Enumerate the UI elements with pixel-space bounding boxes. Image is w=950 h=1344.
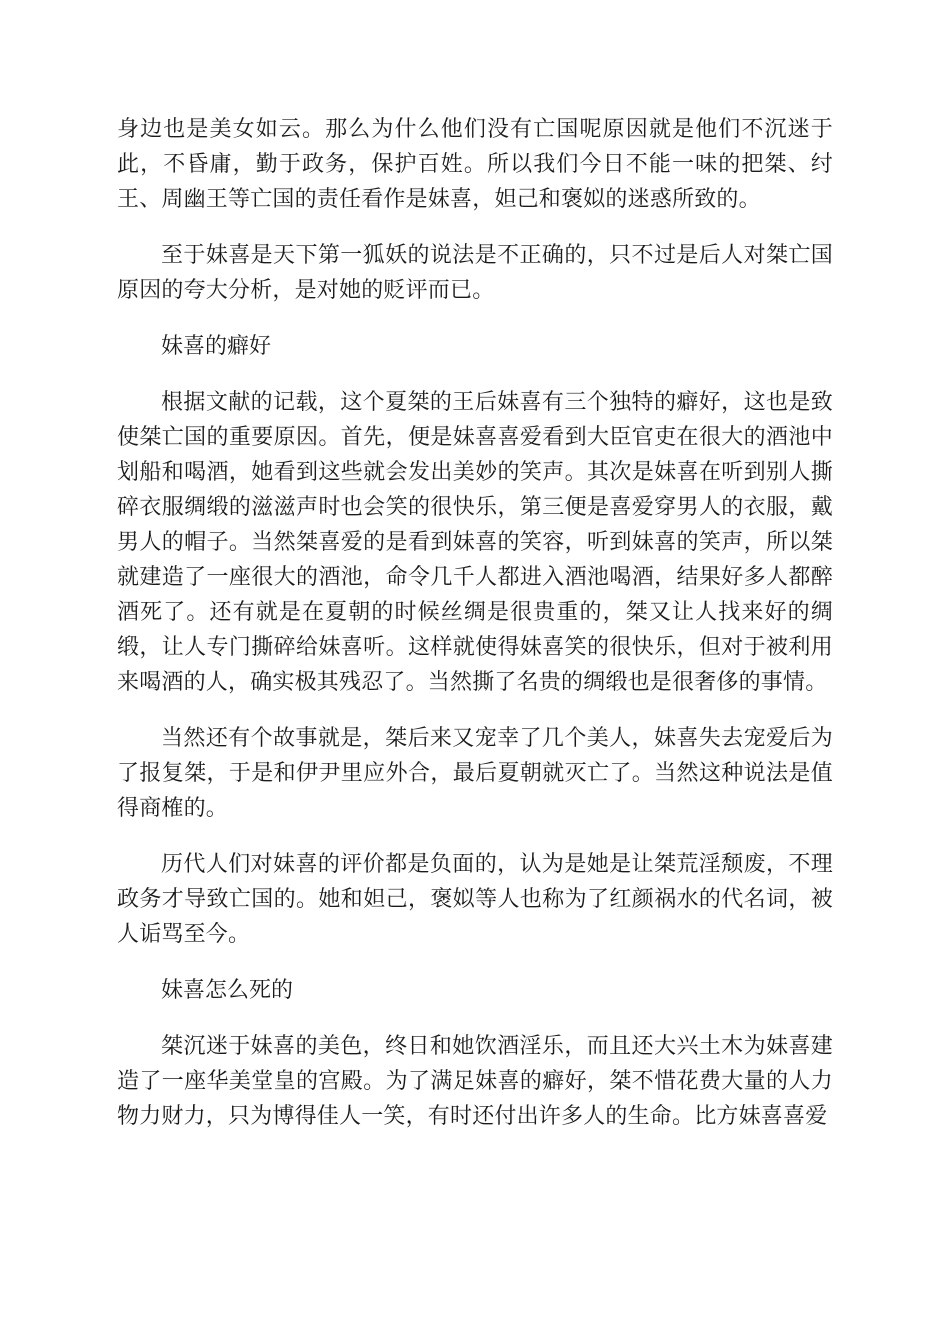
document-page — [117, 112, 833, 1155]
paragraph-2: 至于妹喜是天下第一狐妖的说法是不正确的，只不过是后人对桀亡国原因的夸大分析，是对她的贬评而已。 — [117, 243, 833, 303]
section-heading-death: 妹喜怎么死的 — [161, 978, 294, 1003]
paragraph-6: 桀沉迷于妹喜的美色，终日和她饮酒淫乐，而且还大兴土木为妹喜建造了一座华美堂皇的宫殿。为了满足妹喜的癖好，桀不惜花费大量的人力物力财力，只为博得佳人一笑，有时还付出许多人的生命。比方妹喜喜爱 — [117, 1034, 833, 1129]
paragraph-5: 历代人们对妹喜的评价都是负面的，认为是她是让桀荒淫颓废，不理政务才导致亡国的。她和妲己，褒姒等人也称为了红颜祸水的代名词，被人诟骂至今。 — [117, 852, 833, 947]
paragraph-3: 根据文献的记载，这个夏桀的王后妹喜有三个独特的癖好，这也是致使桀亡国的重要原因。首先，便是妹喜喜爱看到大臣官吏在很大的酒池中划船和喝酒，她看到这些就会发出美妙的笑声。其次是妹喜在听到别人撕碎衣服绸缎的滋滋声时也会笑的很快乐，第三便是喜爱穿男人的衣服，戴男人的帽子。当然桀喜爱的是看到妹喜的笑容，听到妹喜的笑声，所以桀就建造了一座很大的酒池，命令几千人都进入酒池喝酒，结果好多人都醉酒死了。还有就是在夏朝的时候丝绸是很贵重的，桀又让人找来好的绸缎，让人专门撕碎给妹喜听。这样就使得妹喜笑的很快乐，但对于被利用来喝酒的人，确实极其残忍了。当然撕了名贵的绸缎也是很奢侈的事情。 — [117, 390, 833, 695]
paragraph-1: 身边也是美女如云。那么为什么他们没有亡国呢原因就是他们不沉迷于此，不昏庸，勤于政务，保护百姓。所以我们今日不能一味的把桀、纣王、周幽王等亡国的责任看作是妹喜，妲己和褒姒的迷惑所致的。 — [117, 117, 833, 212]
section-heading-habits: 妹喜的癖好 — [161, 334, 272, 359]
paragraph-4: 当然还有个故事就是，桀后来又宠幸了几个美人，妹喜失去宠爱后为了报复桀，于是和伊尹里应外合，最后夏朝就灭亡了。当然这种说法是值得商榷的。 — [117, 726, 833, 821]
